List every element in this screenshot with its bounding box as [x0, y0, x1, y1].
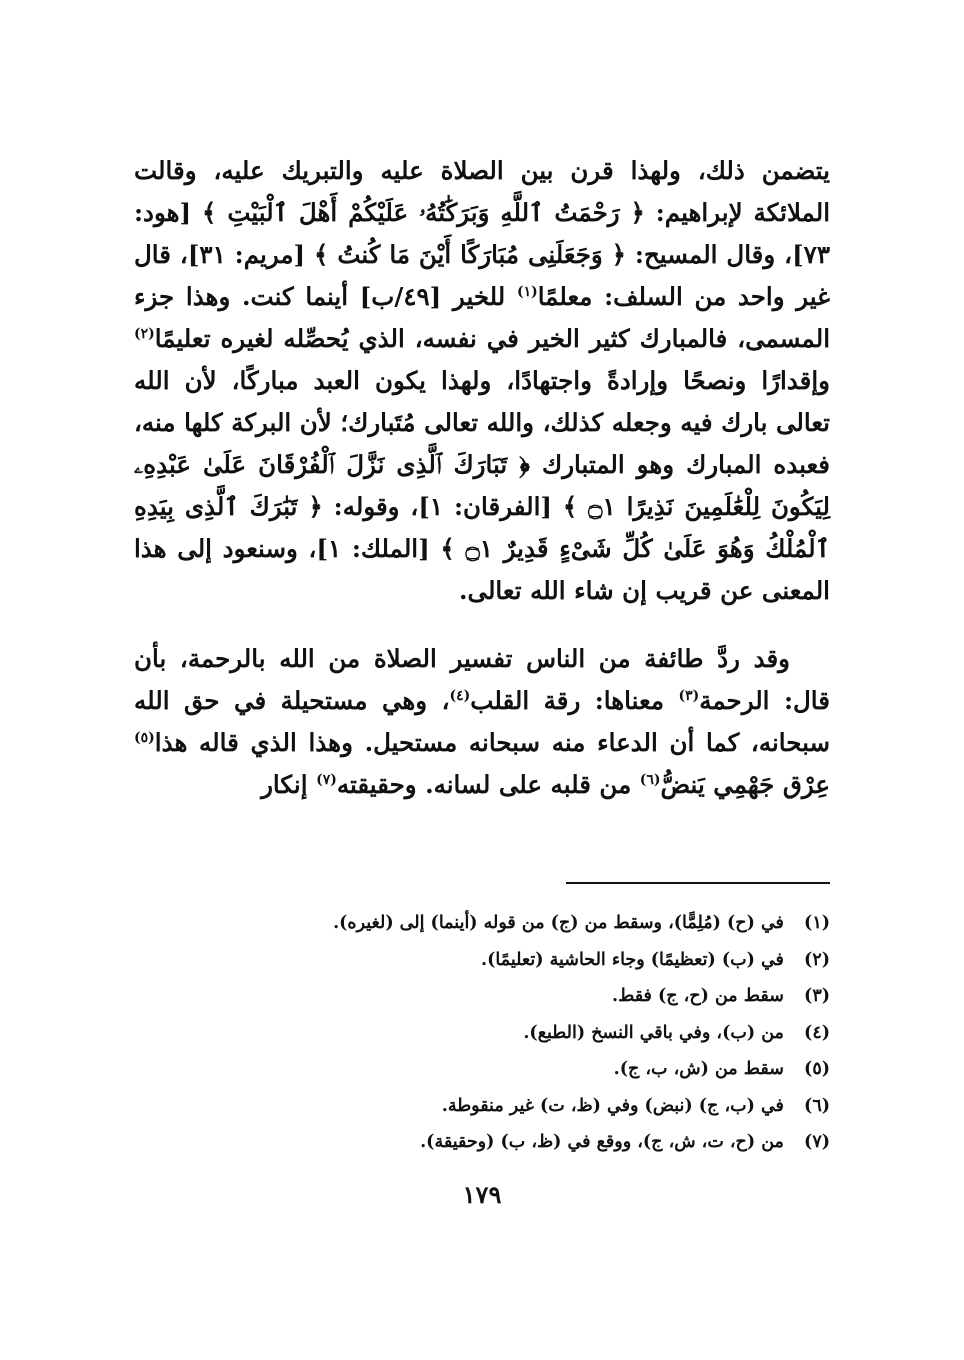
footnote-text: من (ح، ت، ش، ج)، ووقع في (ظ، ب) (وحقيقة). — [420, 1132, 784, 1152]
footnote-text: في (ب) (تعظيمًا) وجاء الحاشية (تعليمًا). — [481, 949, 784, 970]
text-run: من قلبه على لسانه. وحقيقته — [336, 770, 640, 799]
paragraph-2 — [134, 638, 830, 806]
footnote-text: في (ح) (مُلِمًّا)، وسقط من (ج) من قوله (أينما) إلى (لغيره). — [333, 913, 784, 933]
footnote-number: (٥) — [804, 1059, 830, 1079]
quran-verse-mulk-1: ﴿ تَبَٰرَكَ ٱلَّذِى بِيَدِهِ ٱلْمُلْكُ وَهُوَ عَلَىٰ كُلِّ شَىْءٍ قَدِيرٌ ۝١ ﴾ — [134, 492, 830, 563]
quran-verse-hud-73: ﴿ رَحْمَتُ ٱللَّهِ وَبَرَكَٰتُهُۥ عَلَيْكُمْ أَهْلَ ٱلْبَيْتِ ﴾ — [202, 198, 645, 227]
text-run: [الملك: ١]، وسنعود إلى هذا المعنى عن قريب إن شاء الله تعالى. — [134, 534, 830, 605]
footnote-number: (٦) — [804, 1095, 830, 1116]
footnote-ref-1[interactable]: (١) — [516, 283, 538, 300]
text-run: عِرْق جَهْمِي يَنضُّ — [660, 770, 830, 799]
text-run: معناها: رقة القلب — [470, 686, 679, 715]
footnote-separator — [566, 882, 830, 884]
footnote-number: (٣) — [804, 986, 830, 1006]
footnote-text: من (ب)، وفي باقي النسخ (الطبع). — [523, 1022, 784, 1043]
text-run: إنكار — [261, 770, 317, 799]
footnote-number: (١) — [804, 913, 830, 933]
footnote-text: سقط من (ح، ج) فقط. — [611, 986, 784, 1006]
footnote-3 — [134, 978, 830, 1015]
footnote-5 — [134, 1051, 830, 1088]
text-run: [مريم: ٣١]، قال غير واحد من السلف: معلمًا — [134, 240, 830, 311]
page-number: ١٧٩ — [462, 1180, 502, 1209]
footnote-ref-5[interactable]: (٥) — [134, 729, 155, 746]
footnote-number: (٢) — [804, 949, 830, 970]
footnote-ref-2[interactable]: (٢) — [134, 325, 155, 342]
footnote-number: (٤) — [804, 1022, 830, 1043]
text-run: ، وهي مستحيلة في حق الله سبحانه، كما أن الدعاء منه سبحانه مستحيل. وهذا الذي قاله هذا — [134, 686, 830, 757]
footnote-text: في (ب، ج) (نبض) وفي (ظ، ت) غير منقوطة. — [441, 1095, 784, 1116]
text-run: [الفرقان: ١]، وقوله: — [322, 492, 563, 521]
footnote-1 — [134, 905, 830, 942]
footnote-2 — [134, 942, 830, 979]
main-text — [134, 150, 830, 806]
quran-verse-maryam-31: ﴿ وَجَعَلَنِى مُبَارَكًا أَيْنَ مَا كُنتُ ﴾ — [314, 240, 626, 269]
footnotes-list — [134, 905, 830, 1161]
text-run: للخير [٤٩/ب] أينما كنت. وهذا جزء المسمى، فالمبارك كثير الخير في نفسه، الذي يُحصِّله لغيره تعليمًا — [134, 282, 830, 353]
text-run: [هود: ٧٣]، وقال المسيح: — [134, 198, 830, 269]
footnote-ref-3[interactable]: (٣) — [678, 687, 700, 704]
footnote-number: (٧) — [804, 1132, 830, 1152]
text-run: وإقدارًا ونصحًا وإرادةً واجتهادًا، ولهذا يكون العبد مباركًا، لأن الله تعالى بارك فيه وجعله كذلك، والله تعالى مُتَبارك؛ لأن البركة كلها منه، فعبده المبارك وهو المتبارك — [134, 366, 830, 479]
footnote-7 — [134, 1124, 830, 1161]
footnote-ref-7[interactable]: (٧) — [316, 771, 337, 788]
footnote-6 — [134, 1088, 830, 1125]
paragraph-1 — [134, 150, 830, 612]
footnote-4 — [134, 1015, 830, 1052]
footnote-ref-6[interactable]: (٦) — [639, 771, 661, 788]
text-run: يتضمن ذلك، ولهذا قرن بين الصلاة عليه والتبريك عليه، وقالت الملائكة لإبراهيم: — [134, 156, 830, 227]
footnote-ref-4[interactable]: (٤) — [449, 687, 471, 704]
quran-verse-furqan-1: ﴿ تَبَارَكَ ٱلَّذِى نَزَّلَ ٱلْفُرْقَانَ عَلَىٰ عَبْدِهِۦ لِيَكُونَ لِلْعَٰلَمِينَ نَذِيرًا ۝١ ﴾ — [134, 450, 830, 521]
footnote-text: سقط من (ش، ب، ج). — [613, 1059, 784, 1079]
text-run: وقد ردَّ طائفة من الناس تفسير الصلاة من الله بالرحمة، بأن قال: الرحمة — [134, 644, 830, 715]
